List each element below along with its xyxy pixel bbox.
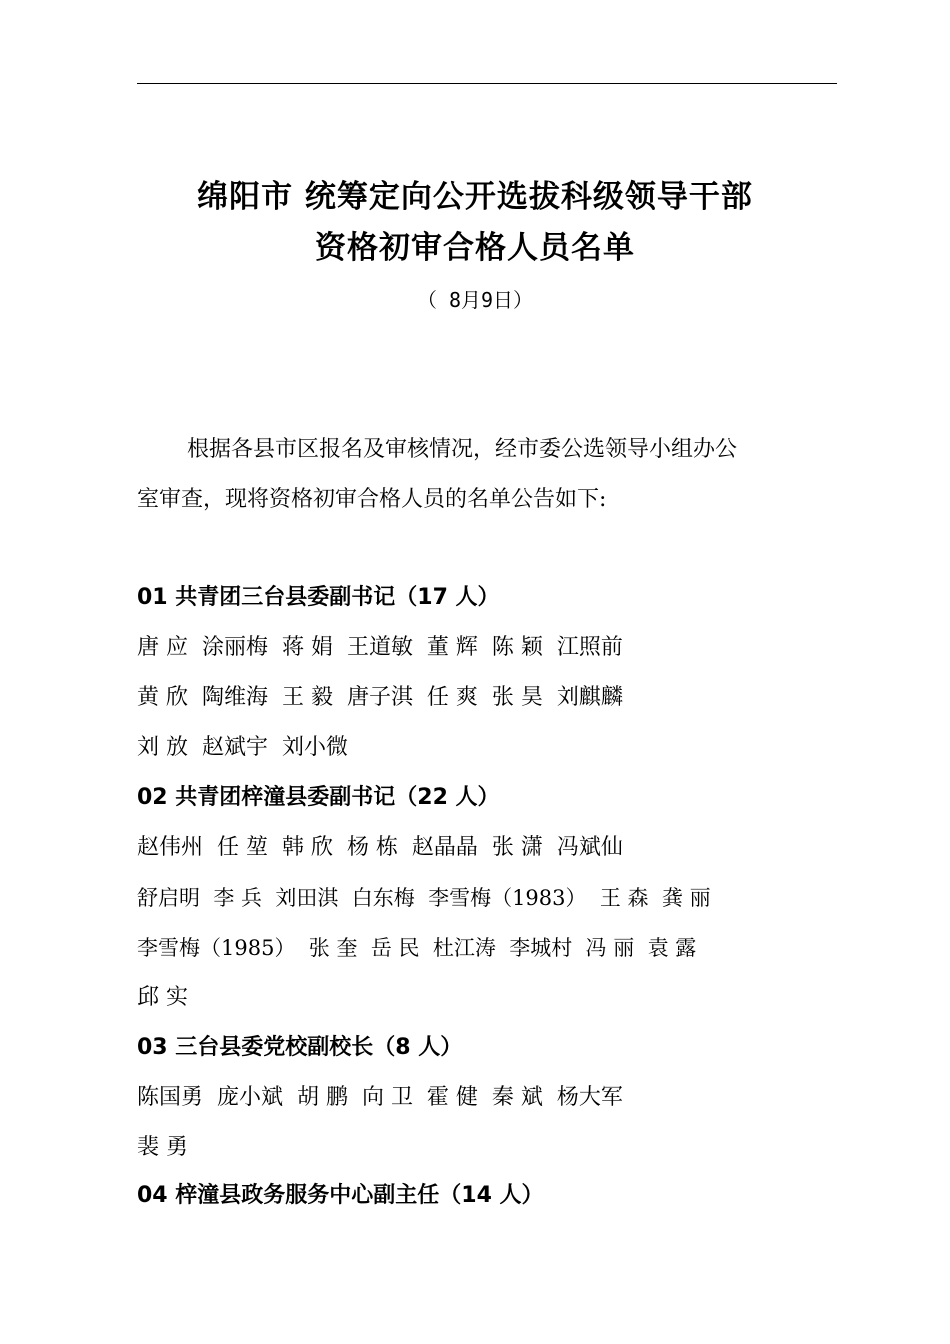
name-list-line: 黄 欣 陶维海 王 毅 唐子淇 任 爽 张 昊 刘麒麟 bbox=[137, 685, 623, 710]
section-heading-03: 03 三台县委党校副校长（8 人） bbox=[137, 1035, 463, 1060]
name-list-line: 舒启明 李 兵 刘田淇 白东梅 李雪梅（1983） 王 森 龚 丽 bbox=[137, 886, 711, 910]
name-list-line: 裴 勇 bbox=[137, 1135, 188, 1160]
name-list-line: 刘 放 赵斌宇 刘小微 bbox=[137, 735, 348, 760]
name-list-line: 李雪梅（1985） 张 奎 岳 民 杜江涛 李城村 冯 丽 袁 露 bbox=[137, 936, 697, 960]
intro-paragraph-line1: 根据各县市区报名及审核情况，经市委公选领导小组办公 bbox=[187, 437, 738, 462]
section-heading-01: 01 共青团三台县委副书记（17 人） bbox=[137, 585, 500, 610]
header-rule bbox=[137, 83, 837, 84]
document-date: （ 8月9日） bbox=[416, 288, 534, 312]
name-list-line: 陈国勇 庞小斌 胡 鹏 向 卫 霍 健 秦 斌 杨大军 bbox=[137, 1085, 623, 1110]
name-list-line: 唐 应 涂丽梅 蒋 娟 王道敏 董 辉 陈 颖 江照前 bbox=[137, 635, 623, 660]
name-list-line: 赵伟州 任 堃 韩 欣 杨 栋 赵晶晶 张 潇 冯斌仙 bbox=[137, 835, 623, 860]
document-title-line1: 绵阳市 统筹定向公开选拔科级领导干部 bbox=[197, 179, 753, 215]
name-list-line: 邱 实 bbox=[137, 985, 188, 1010]
section-heading-02: 02 共青团梓潼县委副书记（22 人） bbox=[137, 785, 500, 810]
document-title-line2: 资格初审合格人员名单 bbox=[315, 230, 635, 266]
intro-paragraph-line2: 室审查，现将资格初审合格人员的名单公告如下: bbox=[137, 487, 607, 512]
section-heading-04: 04 梓潼县政务服务中心副主任（14 人） bbox=[137, 1183, 544, 1208]
